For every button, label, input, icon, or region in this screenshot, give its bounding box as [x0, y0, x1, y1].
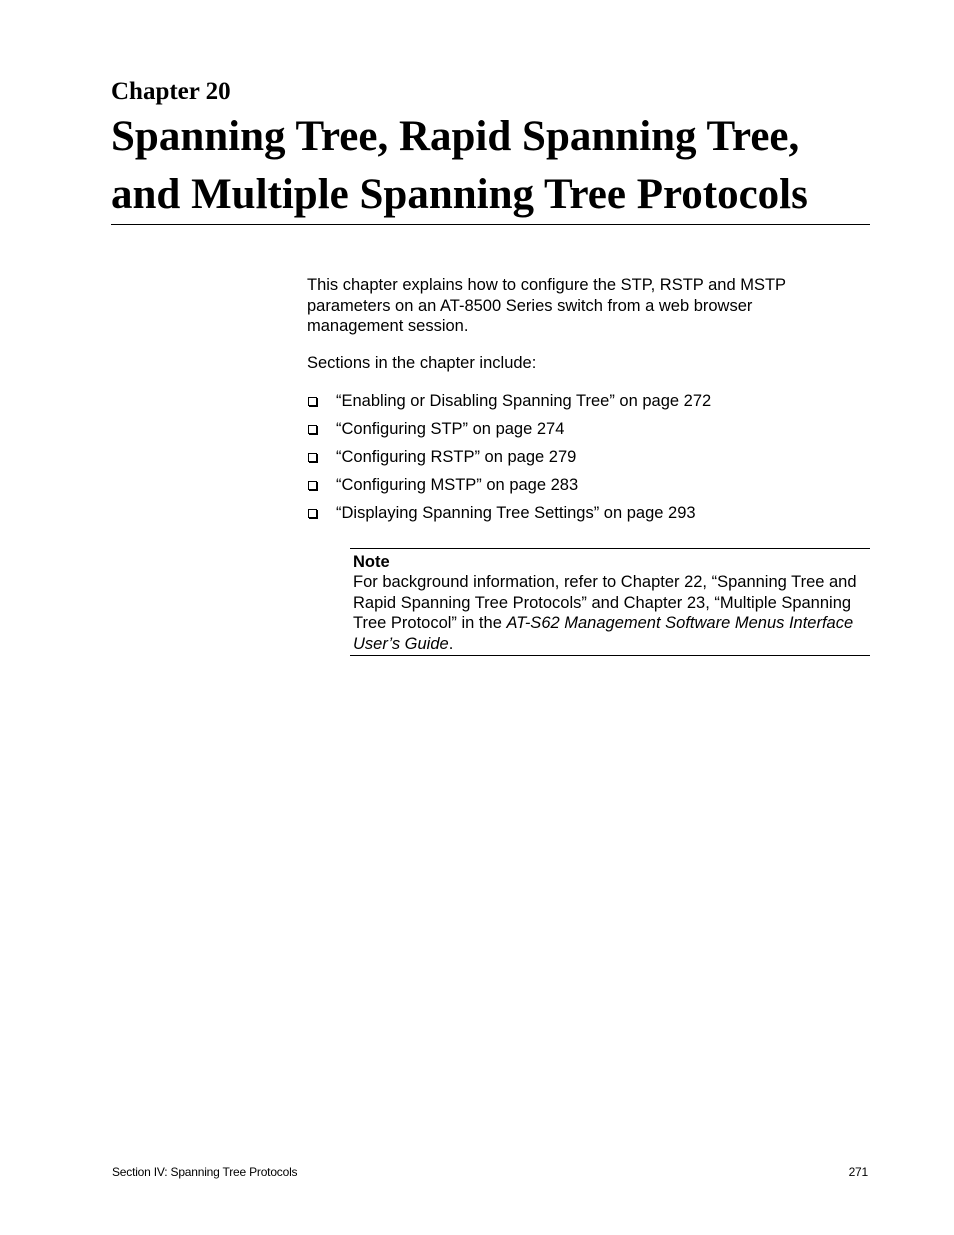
page-number: 271: [848, 1165, 868, 1179]
section-list: [307, 390, 711, 530]
section-link-configuring-rstp[interactable]: [307, 446, 711, 474]
sections-label: Sections in the chapter include:: [307, 354, 537, 372]
checkbox-bullet-icon: [308, 425, 317, 434]
footer-section: Section IV: Spanning Tree Protocols: [112, 1165, 298, 1179]
section-link-text: “Enabling or Disabling Spanning Tree” on page 272: [336, 392, 712, 410]
note-box: [350, 548, 870, 656]
checkbox-bullet-icon: [308, 397, 317, 406]
section-link-text: “Configuring RSTP” on page 279: [336, 448, 577, 466]
checkbox-bullet-icon: [308, 481, 317, 490]
chapter-title-line-1: Spanning Tree, Rapid Spanning Tree,: [111, 113, 800, 160]
intro-paragraph: This chapter explains how to configure the STP, RSTP and MSTP parameters on an AT-8500 Series switch from a web browser management session.: [307, 276, 786, 335]
chapter-title-line-2: and Multiple Spanning Tree Protocols: [111, 171, 808, 218]
note-text-end: .: [448, 634, 454, 653]
note-body: [353, 572, 865, 654]
section-link-configuring-mstp[interactable]: [307, 474, 711, 502]
section-link-text: “Displaying Spanning Tree Settings” on page 293: [336, 504, 696, 522]
checkbox-bullet-icon: [308, 453, 317, 462]
title-divider: [111, 224, 870, 225]
chapter-label: Chapter 20: [111, 78, 231, 105]
guide-title: AT-S62 Management Software Menus Interface User’s Guide: [353, 614, 854, 653]
note-text: For background information, refer to Chapter 22, “Spanning Tree and Rapid Spanning Tree Protocols” and Chapter 23, “Multiple Spanning Tree Protocol” in the: [353, 573, 857, 632]
note-heading: Note: [353, 553, 390, 571]
section-link-text: “Configuring MSTP” on page 283: [336, 476, 579, 494]
checkbox-bullet-icon: [308, 509, 317, 518]
section-link-displaying-settings[interactable]: [307, 502, 711, 530]
section-link-configuring-stp[interactable]: [307, 418, 711, 446]
chapter-title: [111, 108, 871, 224]
section-link-text: “Configuring STP” on page 274: [336, 420, 565, 438]
section-link-enabling-disabling[interactable]: [307, 390, 711, 418]
